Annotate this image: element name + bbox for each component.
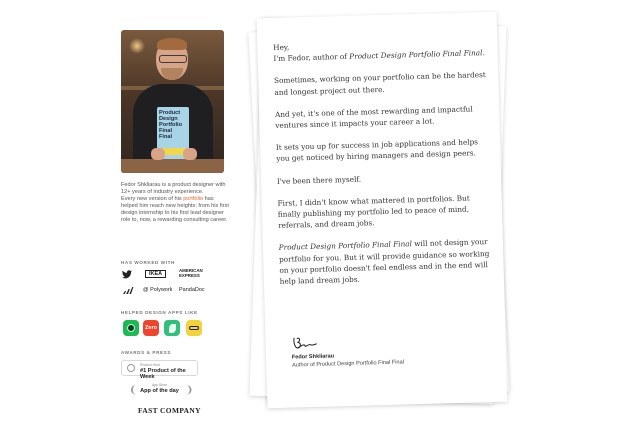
worked-with-heading: HAS WORKED WITH [121, 260, 175, 265]
product-hunt-badge[interactable]: Product Hunt #1 Product of the Week [121, 360, 198, 376]
fast-company-logo: FAST COMPANY [138, 406, 201, 415]
app-of-the-day-badge: ❨ App Store App of the day ❩ [129, 383, 194, 396]
letter-paragraph: Sometimes, working on your portfolio can be the hardest and longest project out there. [273, 70, 486, 97]
app-glasses-icon [186, 320, 202, 336]
signature-name: Fedor Shkliarau [291, 353, 335, 361]
signature-icon [291, 334, 319, 351]
letter-paragraph: First, I didn't know what mattered in portfolios. But finally publishing my portfolio led to peace of mind, referrals, and dream jobs. [277, 193, 470, 231]
author-photo [121, 30, 224, 173]
letter-paragraph: Product Design Portfolio Final Final will not design your portfolio for you. But it will provide guidance so working on your portfolio doesn't feel endless and in the end will help land dream jobs. [278, 237, 490, 286]
book-cover: Product Design Portfolio Final Final [157, 107, 189, 159]
letter-paragraph: I've been there myself. [276, 174, 362, 186]
app-green-icon [123, 320, 139, 336]
twitter-icon [122, 270, 132, 279]
author-bio: Fedor Shkliarau is a product designer with 12+ years of industry experience. Every new version of his portfolio has helped him reach new heights: from his first design internship to his first lead designer role to, now, a rewarding consulting career. [121, 182, 229, 223]
medal-icon [127, 364, 135, 372]
awards-heading: AWARDS & PRESS [121, 350, 172, 355]
letter-paragraph: It sets you up for success in job applications and helps you get noticed by hiring managers and design peers. [275, 137, 479, 164]
zero-app-icon: Zero [143, 320, 159, 336]
polywork-logo: @ Polywork [143, 287, 173, 293]
ikea-logo: IKEA [145, 270, 166, 278]
letter-greeting: Hey, I'm Fedor, author of Product Design Portfolio Final Final. [273, 42, 485, 64]
letter-paragraph: And yet, it's one of the most rewarding and impactful ventures since it impacts your career a lot. [274, 104, 473, 130]
laurel-left-icon: ❨ [129, 385, 138, 396]
laurel-right-icon: ❩ [185, 385, 194, 396]
amex-logo: AMERICAN EXPRESS [179, 268, 203, 278]
letter-body [273, 36, 496, 369]
adidas-icon [122, 286, 134, 294]
pandadoc-logo: PandaDoc [179, 287, 205, 293]
signature-role: Author of Product Design Portfolio Final Final [291, 359, 405, 369]
apps-heading: HELPED DESIGN APPS LIKE [121, 310, 198, 315]
app-leaf-icon [164, 320, 180, 336]
portfolio-link[interactable]: portfolio [183, 196, 204, 202]
